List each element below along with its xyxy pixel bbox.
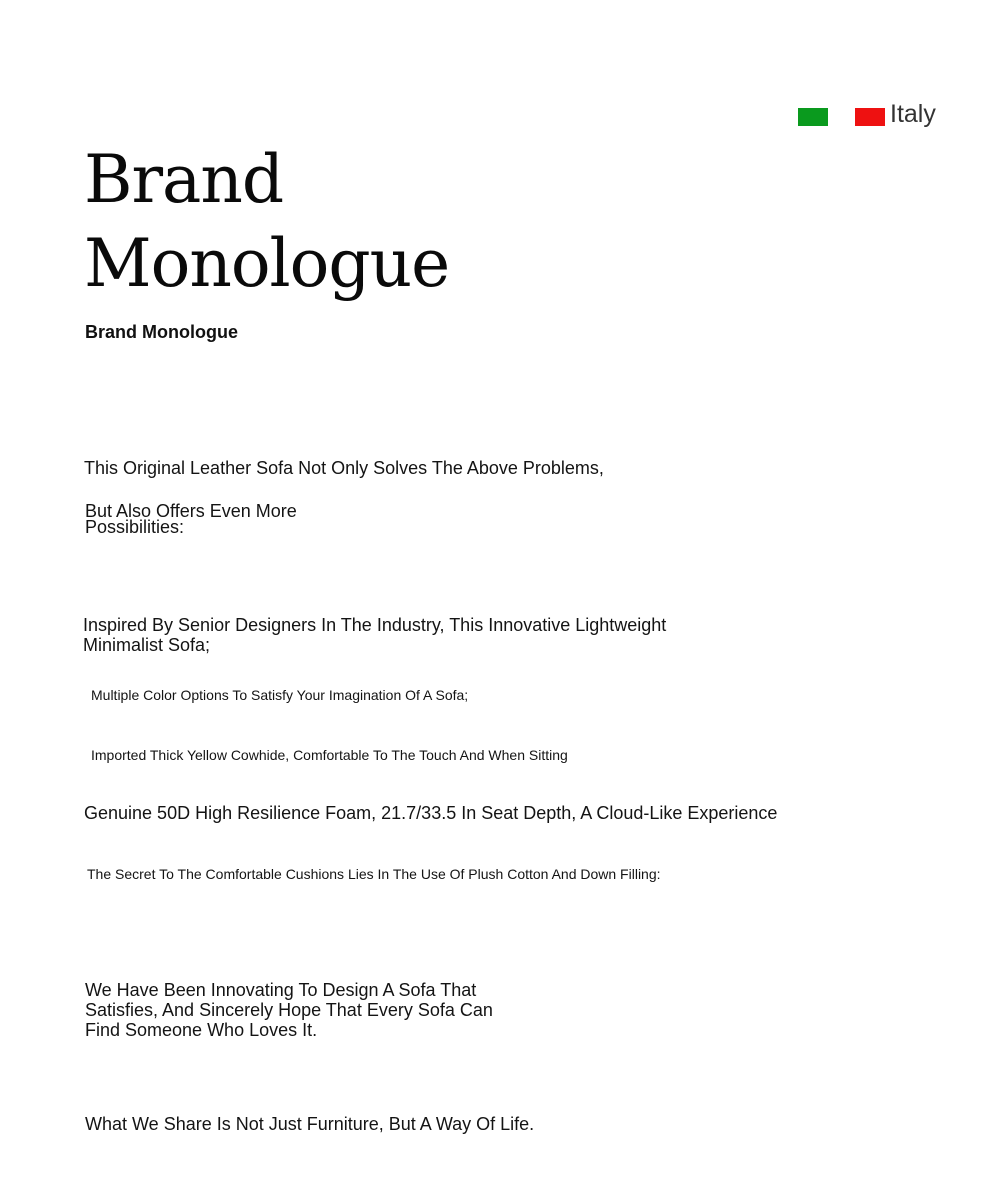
cowhide-text: Imported Thick Yellow Cowhide, Comfortable To The Touch And When Sitting	[91, 747, 568, 763]
country-label: Italy	[890, 100, 936, 128]
foam-text: Genuine 50D High Resilience Foam, 21.7/33.5 In Seat Depth, A Cloud-Like Experience	[84, 803, 778, 823]
brand-subtitle: Brand Monologue	[85, 322, 238, 342]
innovation-text: We Have Been Innovating To Design A Sofa That Satisfies, And Sincerely Hope That Every Sofa Can Find Someone Who Loves It.	[85, 980, 493, 1040]
way-of-life-text: What We Share Is Not Just Furniture, But A Way Of Life.	[85, 1114, 535, 1134]
flag-green-swatch	[798, 108, 828, 126]
design-text: Inspired By Senior Designers In The Industry, This Innovative Lightweight Minimalist Sofa;	[83, 615, 667, 655]
brand-title-line2: Monologue	[84, 225, 450, 302]
cushions-text: The Secret To The Comfortable Cushions Lies In The Use Of Plush Cotton And Down Filling:	[87, 866, 661, 882]
possibilities-text: But Also Offers Even More Possibilities:	[85, 501, 297, 537]
intro-text: This Original Leather Sofa Not Only Solves The Above Problems,	[84, 458, 604, 478]
brand-title	[84, 138, 449, 306]
brand-title-line1: Brand	[84, 141, 284, 218]
color-options-text: Multiple Color Options To Satisfy Your Imagination Of A Sofa;	[91, 687, 469, 703]
flag-red-swatch	[855, 108, 885, 126]
